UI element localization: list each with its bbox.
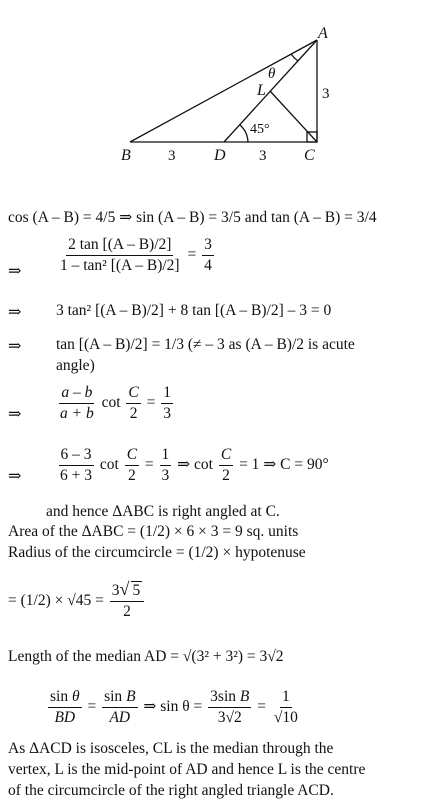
- line-quadratic: 3 tan² [(A – B)/2] + 8 tan [(A – B)/2] – 3 = 0: [56, 302, 332, 319]
- arrow-4: ⇒: [8, 406, 22, 423]
- line-tan-formula: $\frac{2 \tan [(A - B)/2]}{\text{1 – tan² [(A – B)/2]}}$ = $\frac{3}{4}$: [60, 236, 212, 274]
- arrow-3: ⇒: [8, 338, 22, 355]
- side-ab: [130, 40, 317, 142]
- arrow-1: ⇒: [8, 263, 22, 280]
- line-right-angled: and hence ΔABC is right angled at C.: [46, 503, 280, 520]
- label-a: A: [318, 25, 328, 42]
- line-median: Length of the median AD = √(3² + 3²) = 3√2: [8, 648, 284, 665]
- angle-45-arc: [240, 125, 248, 142]
- label-45: 45°: [250, 122, 270, 137]
- label-theta: θ: [268, 66, 276, 82]
- arrow-5: ⇒: [8, 468, 22, 485]
- line-isosceles: As ΔACD is isosceles, CL is the median through the: [8, 740, 334, 757]
- line-radius: Radius of the circumcircle = (1/2) × hypotenuse: [8, 544, 306, 561]
- triangle-figure: [0, 0, 445, 175]
- line-radius-value: = (1/2) × √45 = $\frac{3√ 5}{2}$: [8, 582, 146, 621]
- label-d: D: [214, 147, 226, 164]
- line-tan-result-cont: angle): [56, 357, 95, 374]
- line-c-90: $\frac{6 - 3}{6 + 3}$ cot $\frac{C}{2}$ = $\frac{1}{3}$ ⇒ cot $\frac{C}{2}$ = 1 ⇒ C = 90°: [60, 446, 329, 484]
- line-circumcentre: of the circumcircle of the right angled triangle ACD.: [8, 782, 334, 799]
- line-tan-result: tan [(A – B)/2] = 1/3 (≠ – 3 as (A – B)/2 is acute: [56, 336, 355, 353]
- label-bd-length: 3: [168, 148, 176, 164]
- line-midpoint: vertex, L is the mid-point of AD and hence L is the centre: [8, 761, 366, 778]
- theta-arc: [291, 54, 298, 61]
- line-cos: cos (A – B) = 4/5 ⇒ sin (A – B) = 3/5 and tan (A – B) = 3/4: [8, 209, 377, 226]
- line-area: Area of the ΔABC = (1/2) × 6 × 3 = 9 sq. units: [8, 523, 299, 540]
- label-dc-length: 3: [259, 148, 267, 164]
- line-sine-rule: $\frac{\text{sin θ}}{BD}$ = $\frac{\text{sin B}}{AD}$ ⇒ sin θ = $\frac{\text{3sin B}}{3√2}$ = $\frac{1}{√10}$: [50, 688, 298, 726]
- label-c: C: [304, 147, 315, 164]
- label-l: L: [257, 82, 266, 99]
- arrow-2: ⇒: [8, 304, 22, 321]
- line-napier: $\frac{a - b}{a + b}$ cot $\frac{C}{2}$ = $\frac{1}{3}$: [60, 384, 171, 422]
- segment-cl: [270, 91, 317, 142]
- label-b: B: [121, 147, 131, 164]
- label-ac-length: 3: [322, 86, 330, 102]
